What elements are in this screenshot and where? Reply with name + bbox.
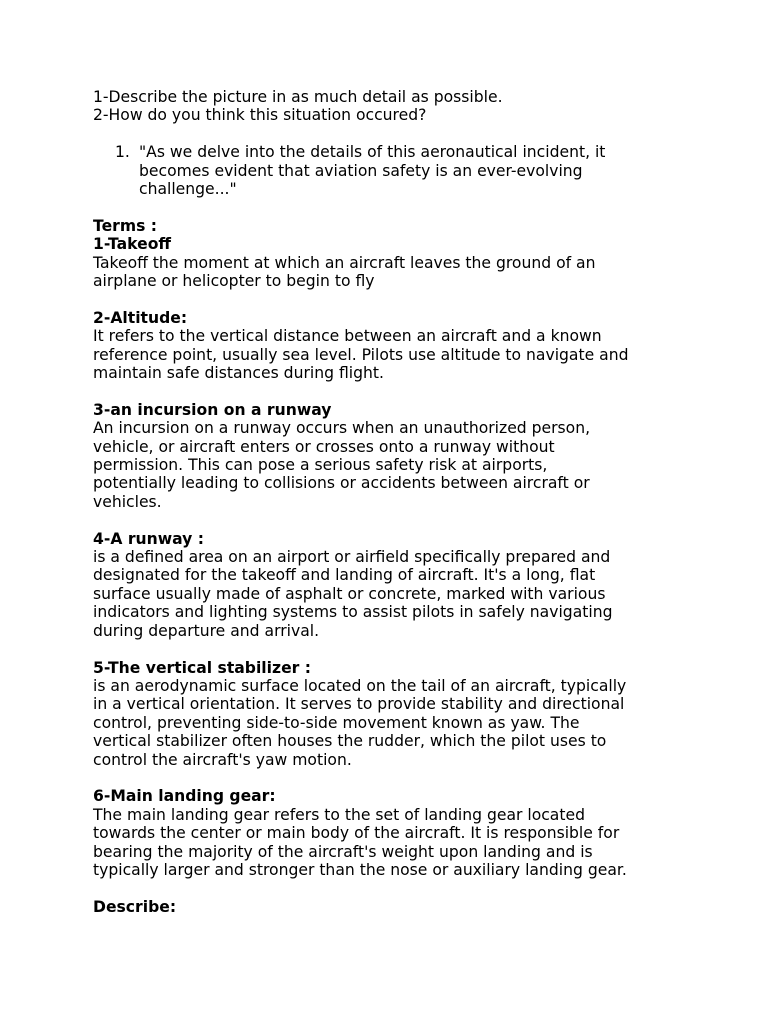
- term-takeoff: [93, 235, 713, 290]
- document-page: [93, 88, 713, 916]
- term-line: typically larger and stronger than the nose or auxiliary landing gear.: [93, 860, 627, 879]
- question-1: 1-Describe the picture in as much detail as possible.: [93, 88, 503, 106]
- term-line: It refers to the vertical distance between an aircraft and a known: [93, 327, 602, 346]
- spacer: [93, 511, 713, 529]
- spacer: [93, 879, 713, 897]
- spacer: [93, 382, 713, 400]
- term-line: maintain safe distances during flight.: [93, 364, 384, 383]
- question-2: 2-How do you think this situation occured?: [93, 106, 427, 125]
- term-line: is an aerodynamic surface located on the tail of an aircraft, typically: [93, 676, 627, 695]
- spacer: [93, 198, 713, 216]
- term-title: 5-The vertical stabilizer :: [93, 658, 312, 677]
- term-line: bearing the majority of the aircraft's weight upon landing and is: [93, 842, 593, 861]
- term-line: vehicles.: [93, 492, 162, 511]
- term-line: reference point, usually sea level. Pilots use altitude to navigate and: [93, 345, 629, 364]
- term-runway-incursion: [93, 401, 713, 511]
- term-line: airplane or helicopter to begin to fly: [93, 272, 375, 291]
- term-runway: [93, 530, 713, 640]
- term-vertical-stabilizer: [93, 659, 713, 769]
- term-line: indicators and lighting systems to assist pilots in safely navigating: [93, 603, 613, 622]
- term-line: is a defined area on an airport or airfield specifically prepared and: [93, 548, 611, 567]
- term-title: 1-Takeoff: [93, 235, 172, 254]
- term-line: permission. This can pose a serious safety risk at airports,: [93, 456, 548, 475]
- term-altitude: [93, 309, 713, 383]
- term-title: 4-A runway :: [93, 529, 204, 548]
- quote-line-2: becomes evident that aviation safety is an ever-evolving: [139, 161, 583, 180]
- term-line: in a vertical orientation. It serves to provide stability and directional: [93, 695, 625, 714]
- describe-heading: Describe:: [93, 897, 177, 916]
- term-line: control, preventing side-to-side movement known as yaw. The: [93, 713, 580, 732]
- spacer: [93, 290, 713, 308]
- term-line: vertical stabilizer often houses the rudder, which the pilot uses to: [93, 732, 607, 751]
- term-line: designated for the takeoff and landing of aircraft. It's a long, flat: [93, 566, 596, 585]
- term-line: vehicle, or aircraft enters or crosses onto a runway without: [93, 437, 555, 456]
- term-line: The main landing gear refers to the set of landing gear located: [93, 805, 585, 824]
- term-line: potentially leading to collisions or accidents between aircraft or: [93, 474, 590, 493]
- quote-number: 1.: [115, 143, 130, 162]
- spacer: [93, 125, 713, 143]
- quote-line-3: challenge...": [139, 180, 237, 199]
- spacer: [93, 769, 713, 787]
- term-main-landing-gear: [93, 787, 713, 879]
- quote-list-item: [93, 143, 713, 198]
- term-title: 6-Main landing gear:: [93, 787, 276, 806]
- term-line: surface usually made of asphalt or concrete, marked with various: [93, 584, 606, 603]
- term-title: 3-an incursion on a runway: [93, 400, 332, 419]
- term-line: An incursion on a runway occurs when an unauthorized person,: [93, 419, 591, 438]
- term-line: control the aircraft's yaw motion.: [93, 750, 352, 769]
- quote-line-1: "As we delve into the details of this aeronautical incident, it: [139, 143, 606, 162]
- spacer: [93, 640, 713, 658]
- term-title: 2-Altitude:: [93, 308, 188, 327]
- term-line: Takeoff the moment at which an aircraft leaves the ground of an: [93, 253, 596, 272]
- term-line: towards the center or main body of the aircraft. It is responsible for: [93, 824, 620, 843]
- quote-list: [93, 143, 713, 198]
- terms-heading: Terms :: [93, 216, 158, 235]
- term-line: during departure and arrival.: [93, 621, 320, 640]
